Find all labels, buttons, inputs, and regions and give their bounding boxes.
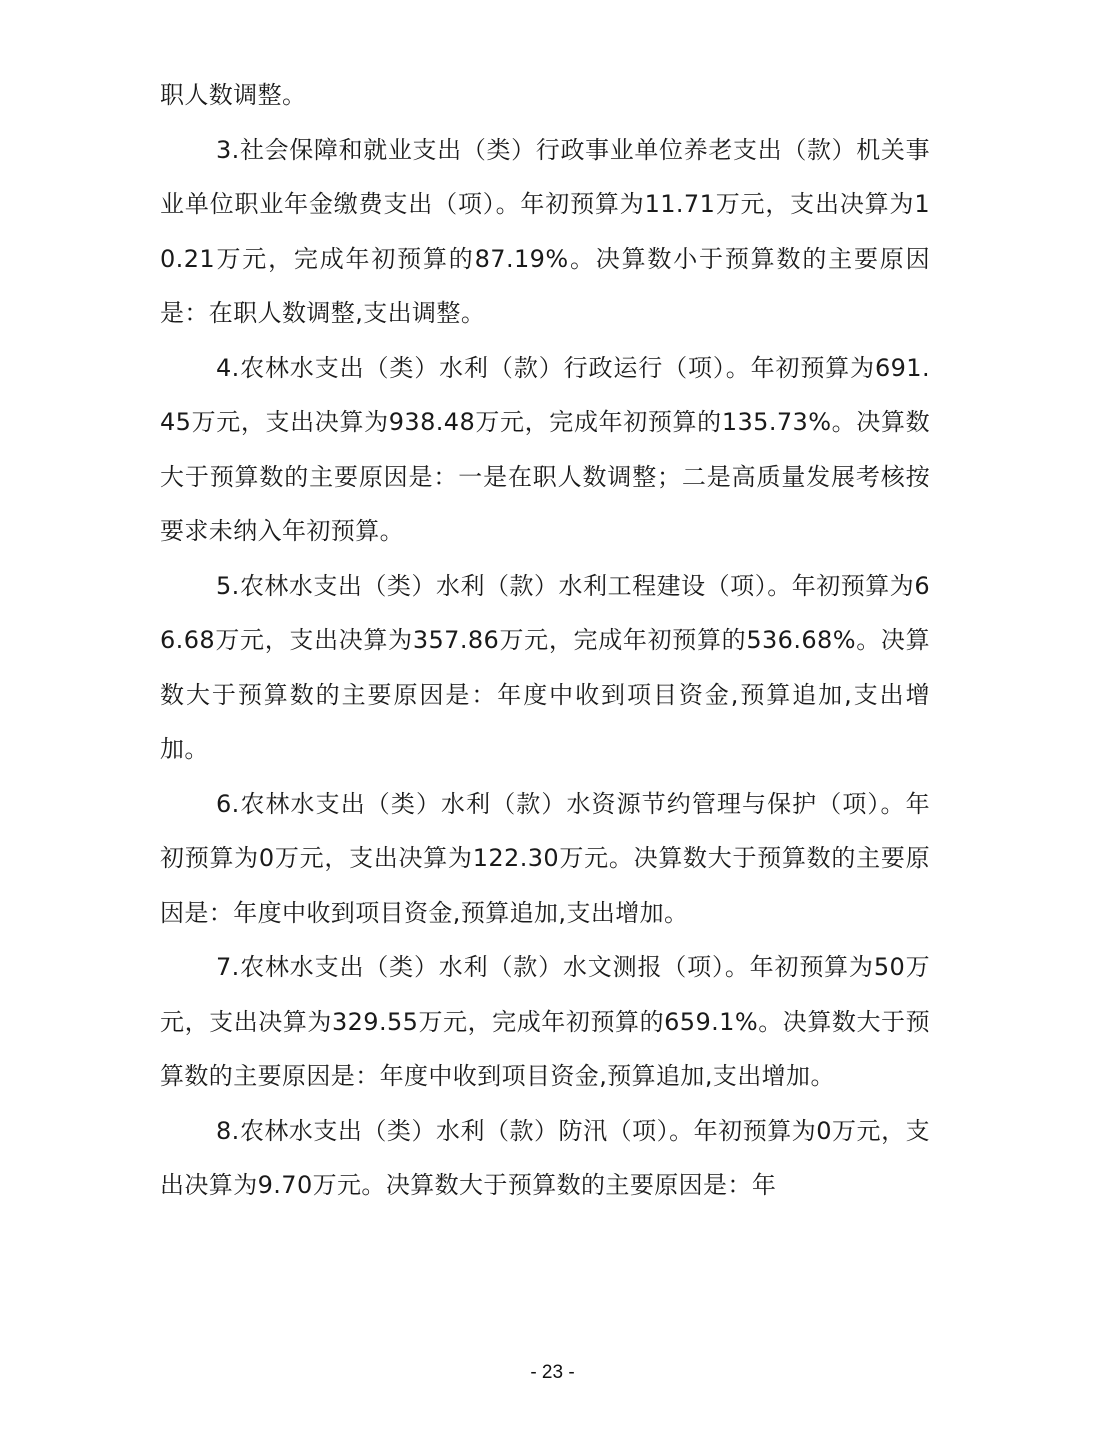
- body-text: [160, 68, 930, 1213]
- paragraph-item-5: 5.农林水支出（类）水利（款）水利工程建设（项）。年初预算为66.68万元，支出决算为357.86万元，完成年初预算的536.68%。决算数大于预算数的主要原因是：年度中收到项目资金,预算追加,支出增加。: [160, 571, 930, 763]
- paragraph-item-3: 3.社会保障和就业支出（类）行政事业单位养老支出（款）机关事业单位职业年金缴费支出（项）。年初预算为11.71万元，支出决算为10.21万元，完成年初预算的87.19%。决算数小于预算数的主要原因是：在职人数调整,支出调整。: [160, 135, 930, 327]
- page-number: - 23 -: [530, 1362, 575, 1383]
- paragraph-item-4: 4.农林水支出（类）水利（款）行政运行（项）。年初预算为691.45万元，支出决算为938.48万元，完成年初预算的135.73%。决算数大于预算数的主要原因是：一是在职人数调整；二是高质量发展考核按要求未纳入年初预算。: [160, 353, 930, 545]
- paragraph-continuation: 职人数调整。: [160, 81, 307, 109]
- paragraph-item-6: 6.农林水支出（类）水利（款）水资源节约管理与保护（项）。年初预算为0万元，支出决算为122.30万元。决算数大于预算数的主要原因是：年度中收到项目资金,预算追加,支出增加。: [160, 789, 930, 927]
- paragraph-item-8: 8.农林水支出（类）水利（款）防汛（项）。年初预算为0万元，支出决算为9.70万元。决算数大于预算数的主要原因是：年: [160, 1116, 930, 1199]
- paragraph-item-7: 7.农林水支出（类）水利（款）水文测报（项）。年初预算为50万元，支出决算为329.55万元，完成年初预算的659.1%。决算数大于预算数的主要原因是：年度中收到项目资金,预算追加,支出增加。: [160, 953, 930, 1090]
